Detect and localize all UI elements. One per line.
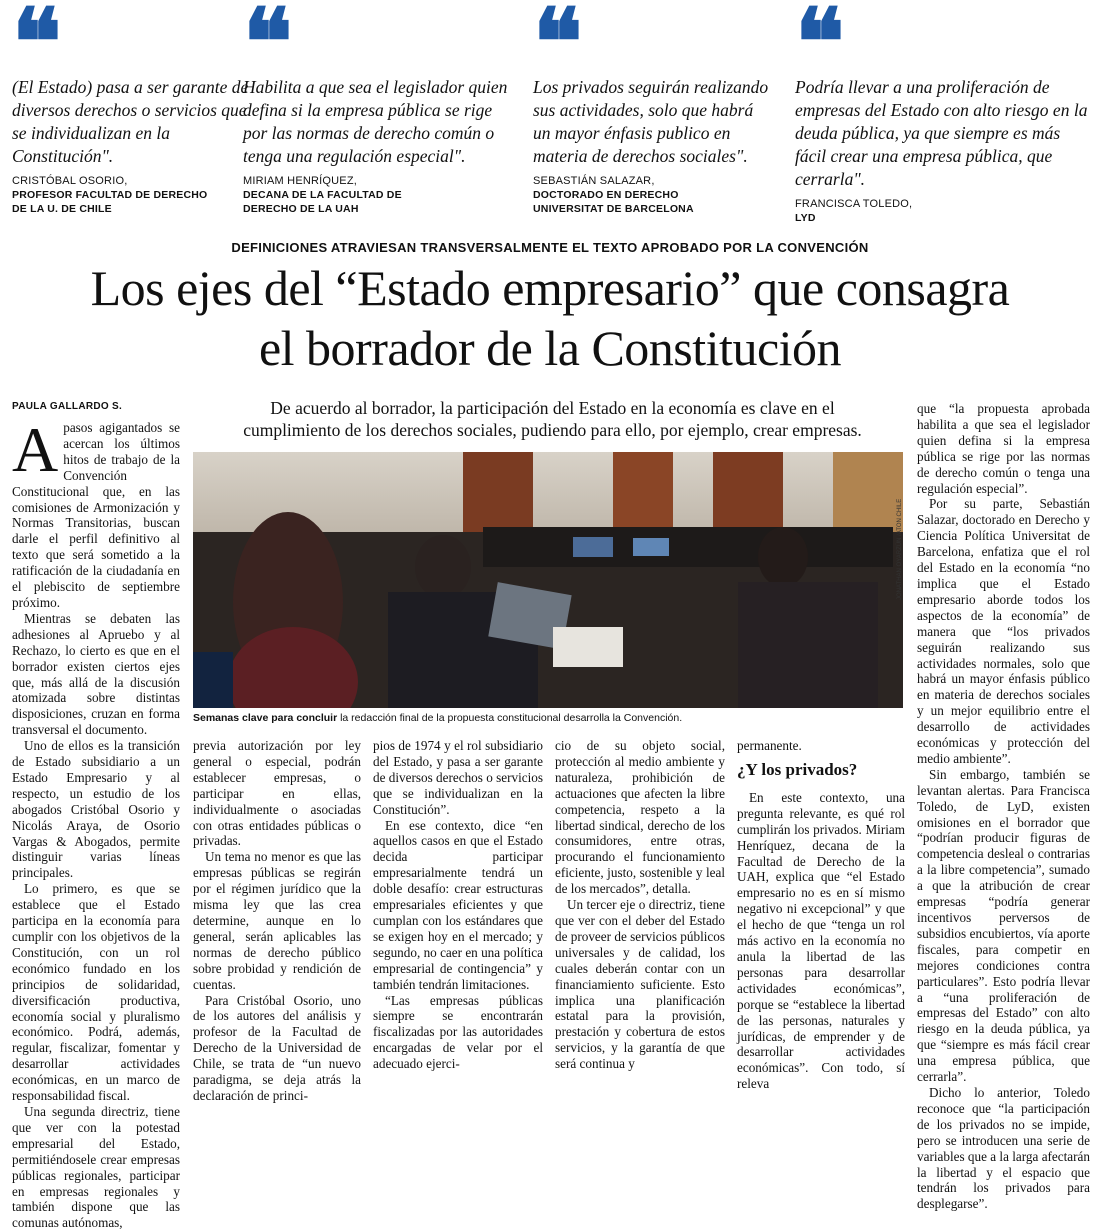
paragraph: Un tercer eje o directriz, tiene que ver con el deber del Estado de proveer de servicios públicos universales y de calidad, los cuales deberán contar con un financiamiento suficiente. Esto implica una planificación estatal para la provisión, prestación y cobertura de estos servicios, y la garantía de que será continua y	[555, 897, 725, 1072]
photo-caption	[193, 712, 903, 724]
paragraph: “Las empresas públicas siempre se encontrarán fiscalizadas por las autoridades encargadas de velar por el adecuado ejerci-	[373, 992, 543, 1072]
drop-cap: A	[12, 414, 59, 485]
quote-role-line2: DERECHO DE LA UAH	[243, 203, 359, 215]
quote-author: FRANCISCA TOLEDO,	[795, 198, 913, 210]
paragraph: permanente.	[737, 738, 802, 753]
quote-author: MIRIAM HENRÍQUEZ,	[243, 175, 358, 187]
paragraph: previa autorización por ley general o especial, podrán establecer empresas, o participar en ellas, individualmente o asociadas con otras entidades públicas o privadas.	[193, 738, 361, 849]
paragraph: que “la propuesta aprobada habilita a que sea el legislador quien defina si la empresa pública se rige por las normas de derecho común o tenga una regulación especial”.	[917, 401, 1090, 496]
column-3	[373, 738, 543, 1072]
paragraph: En ese contexto, dice “en aquellos casos en que el Estado decida participar empresarialmente tendrá un doble desafío: crear estructuras empresariales eficientes y que cumplan con los estándares que se exigen hoy en el mercado; y segundo, no caer en una política empresarial de contingencia” y también tendrán limitaciones.	[373, 817, 543, 992]
quote-text: Habilita a que sea el legislador quien defina si la empresa pública se rige por las normas de derecho común o tenga una regulación especial".	[243, 77, 508, 166]
pull-quote-4	[795, 0, 1090, 225]
quote-role-line1: PROFESOR FACULTAD DE DERECHO	[12, 189, 208, 201]
pull-quote-1	[12, 0, 262, 216]
quote-text: Podría llevar a una proliferación de empresas del Estado con alto riesgo en la deuda pública, ya que siempre es más fácil crear una empresa pública, que cerrarla".	[795, 77, 1088, 189]
photo-credit: JONATHAN OYARZÚN /ATON CHILE	[897, 498, 903, 600]
paragraph: Para Cristóbal Osorio, uno de los autores del análisis y profesor de la Facultad de Derecho de la Universidad de Chile, se trata de “un nuevo paradigma, se deja atrás la declaración de princi-	[193, 992, 361, 1103]
news-photo	[193, 452, 903, 708]
paragraph: Sin embargo, también se levantan alertas. Para Francisca Toledo, de LyD, existen omisiones en el borrador que “podrían producir figuras de competencia desleal o contrarias a la libre competencia”, sumado a que la atribución de crear empresas “podría generar incentivos perversos de subsidios encubiertos, vía aporte fiscales, para competir en mejores condiciones contra particulares”. Esto podría llevar a “una proliferación de empresas del Estado” con alto riesgo en la deuda pública, ya que “siempre es más fácil crear una empresa pública, que cerrarla”.	[917, 766, 1090, 1085]
paragraph: Un tema no menor es que las empresas públicas se regirán por el régimen jurídico que la misma ley que las crea determine, aunque en lo general, serán aplicables las normas de derecho público sobre probidad y rendición de cuentas.	[193, 849, 361, 992]
pull-quote-2	[243, 0, 508, 216]
column-4	[555, 738, 725, 1072]
column-2	[193, 738, 361, 1104]
quote-mark-icon: ❝	[795, 0, 837, 94]
quote-author: SEBASTIÁN SALAZAR,	[533, 175, 655, 187]
kicker: DEFINICIONES ATRAVIESAN TRANSVERSALMENTE EL TEXTO APROBADO POR LA CONVENCIÓN	[231, 240, 869, 255]
paragraph: Apasos agigantados se acercan los últimos hitos de trabajo de la Convención Constitucional que, en las comisiones de Armonización y Normas Transitorias, buscan darle el perfil definitivo al texto que será sometido a la ratificación de la ciudadanía en el plebiscito de septiembre próximo.	[12, 414, 180, 610]
quote-role-line2: DE LA U. DE CHILE	[12, 203, 112, 215]
column-5	[737, 738, 905, 1092]
quote-role-line1: DECANA DE LA FACULTAD DE	[243, 189, 402, 201]
quote-text: (El Estado) pasa a ser garante de diversos derechos o servicios que se individualizan en la Constitución".	[12, 77, 249, 166]
paragraph: cio de su objeto social, protección al medio ambiente y naturaleza, prohibición de actuaciones que afecten la libre competencia, respeto a la libertad sindical, derecho de los consumidores, entre otras, procurando el funcionamiento eficiente, justo, sostenible y leal de los mercados”, detalla.	[555, 738, 725, 897]
quote-mark-icon: ❝	[243, 0, 285, 94]
paragraph: En este contexto, una pregunta relevante, es qué rol cumplirán los privados. Miriam Henríquez, decana de la Facultad de Derecho de la UAH, explica que “el Estado empresario no es en sí mismo negativo ni excepcional” y que el hecho de que “tenga un rol más activo en la economía no anula la libertad de las personas para desarrollar actividades económicas”, porque se “establece la libertad de las personas, naturales y jurídicas, de emprender y de desarrollar actividades económicas”. Con todo, sí releva	[737, 789, 905, 1092]
quote-mark-icon: ❝	[533, 0, 575, 94]
paragraph: Mientras se debaten las adhesiones al Apruebo y al Rechazo, lo cierto es que en el borrador existen ciertos ejes que, más allá de la discusión atomizada sobre distintas disposiciones, cruzan en forma transversal el documento.	[12, 610, 180, 738]
quote-text: Los privados seguirán realizando sus actividades, solo que habrá un mayor énfasis publico en materia de derechos sociales".	[533, 77, 769, 166]
headline-line-1: Los ejes del “Estado empresario” que consagra	[90, 260, 1010, 316]
quote-author: CRISTÓBAL OSORIO,	[12, 175, 128, 187]
paragraph: Una segunda directriz, tiene que ver con la potestad empresarial del Estado, permitiéndosele crear empresas públicas regionales, participar en empresas regionales y también dispone que las comunas autónomas,	[12, 1103, 180, 1231]
caption-text: la redacción final de la propuesta constitucional desarrolla la Convención.	[337, 712, 683, 724]
quote-role-line1: LYD	[795, 212, 816, 224]
paragraph: Dicho lo anterior, Toledo reconoce que “la participación de los privados no se impide, pero se introducen una serie de variables que a la larga afectarán la libertad y el espacio que tendrán los privados para desplegarse”.	[917, 1084, 1090, 1212]
column-1	[12, 414, 180, 1231]
paragraph: Lo primero, es que se establece que el Estado participa en la economía para cumplir con los objetivos de la Constitución, con un rol económico fundado en los principios de solidaridad, diversificación productiva, economía social y pluralismo económico. Podrá, además, regular, fiscalizar, fomentar y desarrollar actividades económicas, en un marco de responsabilidad fiscal.	[12, 881, 180, 1104]
caption-lead: Semanas clave para concluir	[193, 712, 338, 724]
byline: PAULA GALLARDO S.	[12, 401, 123, 412]
column-6	[917, 401, 1090, 1212]
paragraph: Uno de ellos es la transición de Estado subsidiario a un Estado Empresario y al respecto, un estudio de los abogados Cristóbal Osorio y Nicolás Araya, de Osorio Vargas & Abogados, permite distinguir varias líneas principales.	[12, 738, 180, 881]
quote-role-line1: DOCTORADO EN DERECHO	[533, 189, 679, 201]
deck: De acuerdo al borrador, la participación del Estado en la economía es clave en el cumplimiento de los derechos sociales, pudiendo para ello, por ejemplo, crear empresas.	[243, 398, 862, 440]
paragraph: pios de 1974 y el rol subsidiario del Estado, y pasa a ser garante de diversos derechos o servicios que se individualizan en la Constitución”.	[373, 738, 543, 817]
quote-role-line2: UNIVERSITAT DE BARCELONA	[533, 203, 694, 215]
headline	[0, 258, 1100, 378]
pull-quote-3	[533, 0, 773, 216]
quote-mark-icon: ❝	[12, 0, 54, 94]
paragraph: Por su parte, Sebastián Salazar, doctorado en Derecho y Ciencia Política Universitat de Barcelona, enfatiza que el rol del Estado en la economía “no implica que el Estado empresario aborde todos los aspectos de la economía” de manera que “los privados seguirán realizando sus actividades normales, solo que habrá un mayor énfasis público en materia de derechos sociales y un mejor equilibrio entre el desarrollo de actividades económicas y protección del medio ambiente”.	[917, 496, 1090, 766]
assembly-room-image	[193, 452, 903, 708]
subheading: ¿Y los privados?	[737, 759, 858, 779]
headline-line-2: el borrador de la Constitución	[258, 320, 842, 376]
